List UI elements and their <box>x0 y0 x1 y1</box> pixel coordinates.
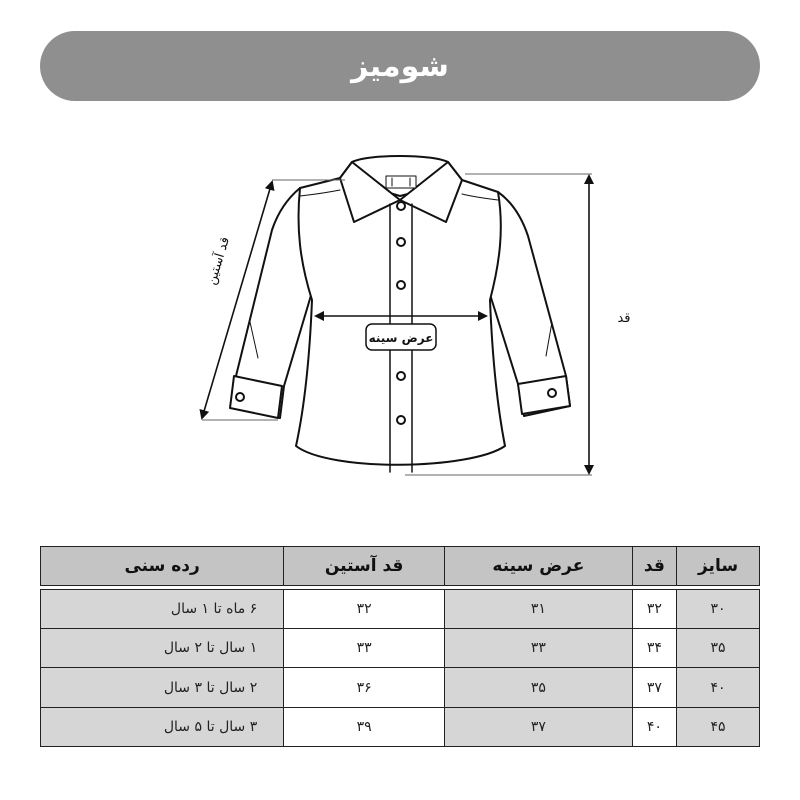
cell-chest-width: ۳۳ <box>445 629 633 668</box>
sleeve-length-label: قد آستین <box>204 235 234 287</box>
cell-sleeve-length: ۳۹ <box>284 707 445 746</box>
cell-length: ۳۴ <box>632 629 676 668</box>
header-length: قد <box>632 547 676 586</box>
table-row <box>41 590 760 629</box>
header-sleeve-length: قد آستین <box>284 547 445 586</box>
cell-size: ۴۰ <box>677 668 760 707</box>
cell-length: ۳۲ <box>632 590 676 629</box>
cell-sleeve-length: ۳۲ <box>284 590 445 629</box>
cell-chest-width: ۳۵ <box>445 668 633 707</box>
table-row <box>41 629 760 668</box>
shirt-measurement-diagram <box>0 130 800 510</box>
table-header-row <box>41 547 760 586</box>
cell-age-range: ۶ ماه تا ۱ سال <box>41 590 284 629</box>
header-age-range: رده سنی <box>41 547 284 586</box>
cell-age-range: ۳ سال تا ۵ سال <box>41 707 284 746</box>
cell-chest-width: ۳۷ <box>445 707 633 746</box>
shirt-illustration <box>230 156 570 472</box>
table-row <box>41 668 760 707</box>
cell-sleeve-length: ۳۳ <box>284 629 445 668</box>
header-size: سایز <box>677 547 760 586</box>
cell-sleeve-length: ۳۶ <box>284 668 445 707</box>
cell-age-range: ۲ سال تا ۳ سال <box>41 668 284 707</box>
body-length-label: قد <box>617 311 631 326</box>
title-banner <box>40 31 760 101</box>
cell-length: ۴۰ <box>632 707 676 746</box>
chest-width-label: عرض سینه <box>368 331 434 345</box>
cell-age-range: ۱ سال تا ۲ سال <box>41 629 284 668</box>
table-row <box>41 707 760 746</box>
cell-size: ۳۵ <box>677 629 760 668</box>
cell-size: ۳۰ <box>677 590 760 629</box>
page-title: شومیز <box>351 48 449 84</box>
cell-size: ۴۵ <box>677 707 760 746</box>
cell-length: ۳۷ <box>632 668 676 707</box>
header-chest-width: عرض سینه <box>445 547 633 586</box>
size-chart-table <box>40 546 760 747</box>
cell-chest-width: ۳۱ <box>445 590 633 629</box>
